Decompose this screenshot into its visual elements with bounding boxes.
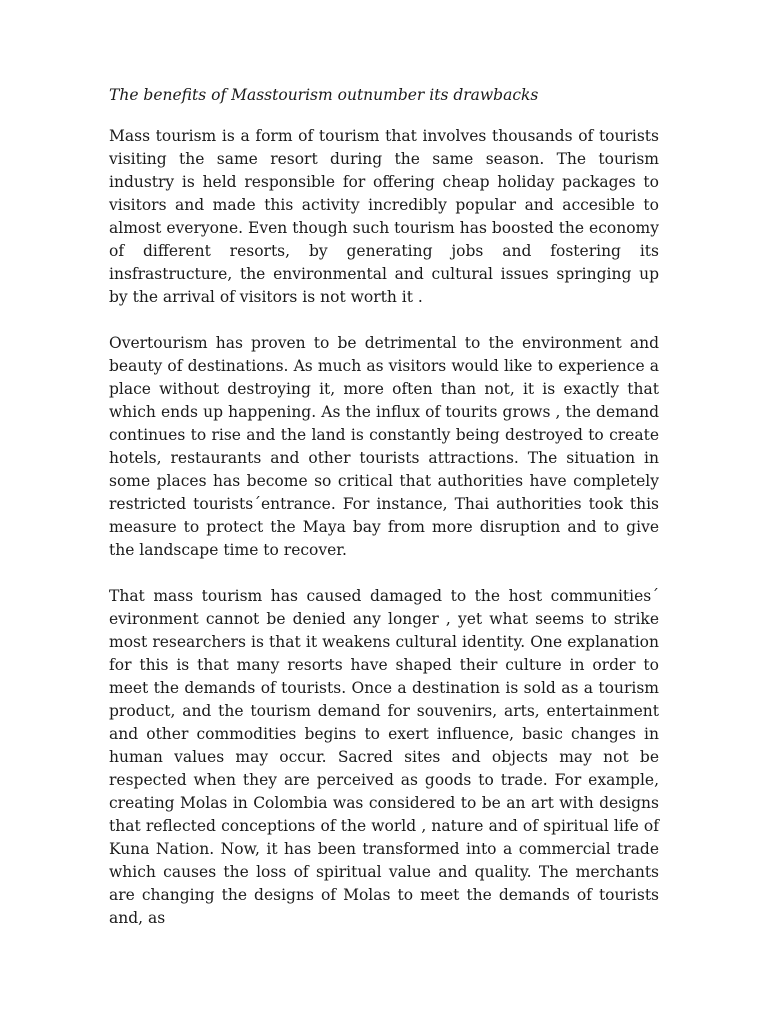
paragraph-2: Overtourism has proven to be detrimental to the environment and beauty of destinations. As much as visitors would like to experience a place without destroying it, more often than not, it is exactly that which ends up happening. As the influx of tourits grows , the demand continues to rise and the land is constantly being destroyed to create hotels, restaurants and other tourists attractions. The situation in some places has become so critical that authorities have completely restricted tourists´entrance. For instance, Thai authorities took this measure to protect the Maya bay from more disruption and to give the landscape time to recover. [109, 334, 659, 559]
document-page [109, 84, 659, 953]
paragraph-3: That mass tourism has caused damaged to the host communities´ evironment cannot be denied any longer , yet what seems to strike most researchers is that it weakens cultural identity. One explanation for this is that many resorts have shaped their culture in order to meet the demands of tourists. Once a destination is sold as a tourism product, and the tourism demand for souvenirs, arts, entertainment and other commodities begins to exert influence, basic changes in human values may occur. Sacred sites and objects may not be respected when they are perceived as goods to trade. For example, creating Molas in Colombia was considered to be an art with designs that reflected conceptions of the world , nature and of spiritual life of Kuna Nation. Now, it has been transformed into a commercial trade which causes the loss of spiritual value and quality. The merchants are changing the designs of Molas to meet the demands of tourists and, as [109, 587, 659, 927]
paragraph-1: Mass tourism is a form of tourism that involves thousands of tourists visiting the same resort during the same season. The tourism industry is held responsible for offering cheap holiday packages to visitors and made this activity incredibly popular and accesible to almost everyone. Even though such tourism has boosted the economy of different resorts, by generating jobs and fostering its insfrastructure, the environmental and cultural issues springing up by the arrival of visitors is not worth it . [109, 127, 659, 306]
document-title: The benefits of Masstourism outnumber its drawbacks [109, 86, 539, 104]
